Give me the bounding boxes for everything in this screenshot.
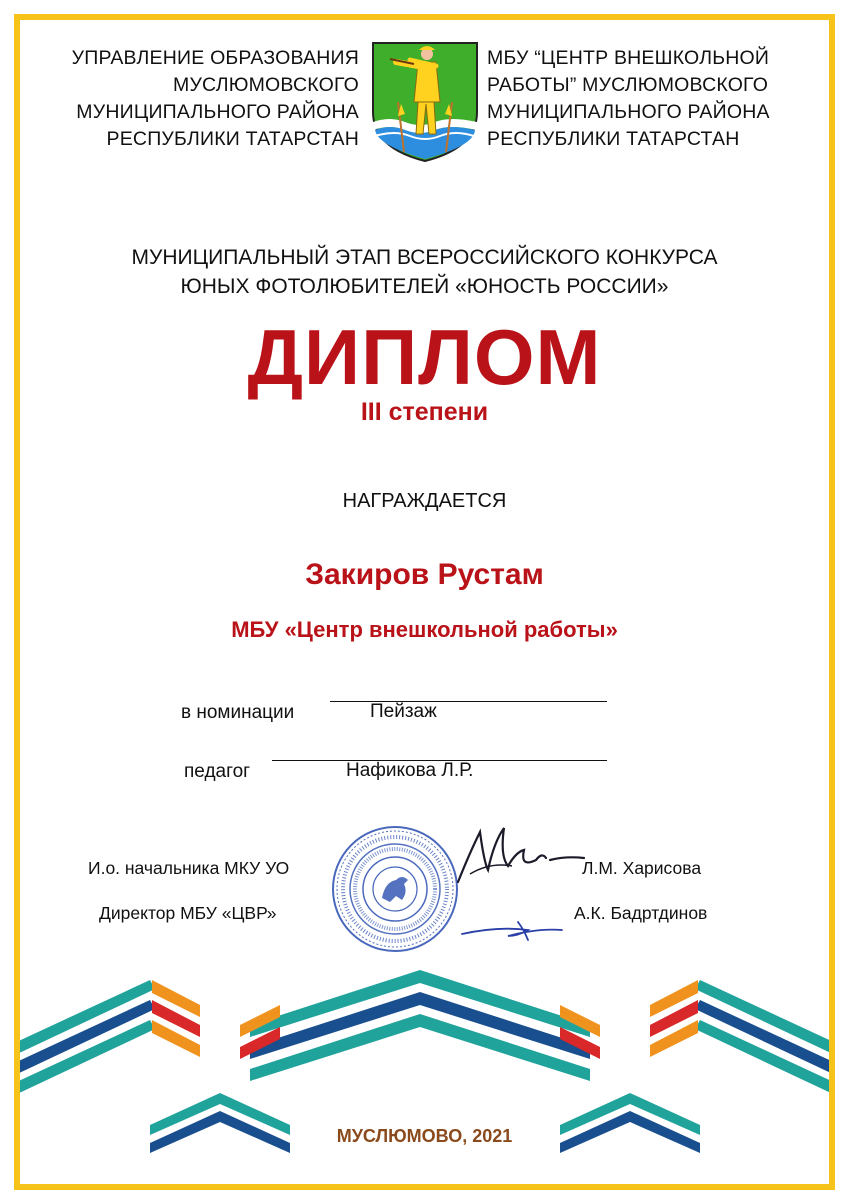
nomination-field — [330, 701, 607, 722]
header-left-line: РЕСПУБЛИКИ ТАТАРСТАН — [106, 128, 359, 150]
diploma-title: ДИПЛОМ — [247, 313, 602, 401]
signature-kharisova — [450, 822, 590, 892]
coat-of-arms-emblem — [370, 40, 480, 164]
diploma-degree: III степени — [360, 398, 489, 426]
teacher-field — [272, 760, 607, 781]
header-right-line: МБУ “ЦЕНТР ВНЕШКОЛЬНОЙ — [487, 47, 770, 69]
place-and-year: МУСЛЮМОВО, 2021 — [336, 1126, 513, 1146]
awarded-label: НАГРАЖДАЕТСЯ — [342, 490, 507, 512]
nomination-label: в номинации — [181, 702, 295, 723]
header-right-organization — [487, 45, 770, 153]
header-left-line: МУСЛЮМОВСКОГО — [173, 74, 359, 96]
header-left-organization — [39, 45, 359, 153]
header-right-line: МУНИЦИПАЛЬНОГО РАЙОНА — [487, 101, 770, 123]
nomination-value: Пейзаж — [370, 701, 437, 722]
official-stamp — [330, 824, 460, 954]
header-left-line: МУНИЦИПАЛЬНОГО РАЙОНА — [76, 101, 359, 123]
contest-line: МУНИЦИПАЛЬНЫЙ ЭТАП ВСЕРОССИЙСКОГО КОНКУРСА — [131, 246, 718, 269]
header-right-line: РАБОТЫ” МУСЛЮМОВСКОГО — [487, 74, 769, 96]
signatory-1-name: Л.М. Харисова — [582, 858, 702, 878]
recipient-organization: МБУ «Центр внешкольной работы» — [231, 617, 618, 642]
header-right-line: РЕСПУБЛИКИ ТАТАРСТАН — [487, 128, 740, 150]
signature-badrtdinov — [458, 912, 568, 946]
contest-name — [0, 243, 849, 301]
signatory-2-position: Директор МБУ «ЦВР» — [99, 903, 277, 923]
teacher-label: педагог — [184, 761, 251, 782]
signatory-1-position: И.о. начальника МКУ УО — [88, 858, 290, 878]
recipient-name: Закиров Рустам — [305, 558, 544, 591]
contest-line: ЮНЫХ ФОТОЛЮБИТЕЛЕЙ «ЮНОСТЬ РОССИИ» — [180, 275, 669, 298]
teacher-value: Нафикова Л.Р. — [346, 760, 474, 781]
signatory-2-name: А.К. Бадртдинов — [574, 903, 708, 923]
header-left-line: УПРАВЛЕНИЕ ОБРАЗОВАНИЯ — [71, 47, 359, 69]
